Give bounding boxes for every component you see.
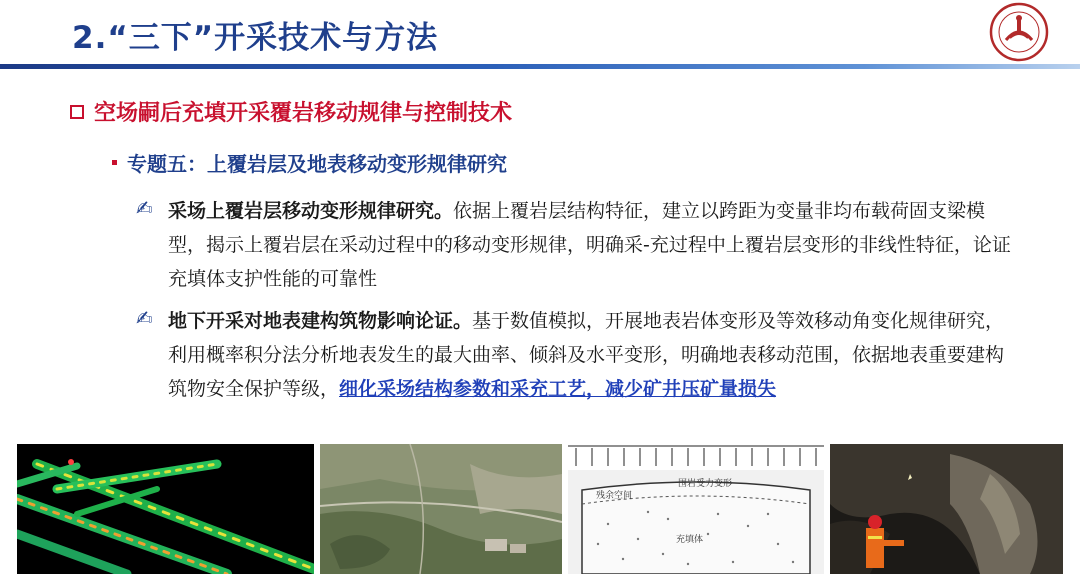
pen-bullet-icon: ✍ (136, 306, 153, 330)
university-logo (984, 2, 1054, 62)
highlight-link[interactable]: 细化采场结构参数和采充工艺，减少矿井压矿量损失 (339, 378, 777, 400)
square-bullet-icon (70, 105, 84, 119)
underground-worker-photo (830, 444, 1063, 574)
backfill-diagram (568, 444, 824, 574)
small-square-bullet-icon (112, 160, 117, 165)
bullet-paragraph-2 (168, 304, 1018, 406)
figure-label-center: 充填体 (676, 535, 704, 545)
slide-title: 2.“三下”开采技术与方法 (72, 20, 439, 56)
image-strip (17, 444, 1063, 574)
figure-label-top: 围岩受力变形 (678, 479, 733, 489)
tunnel-scan-image (17, 444, 314, 574)
topic-heading (112, 148, 507, 177)
slide-header (0, 0, 1080, 72)
bullet-text-1: 依据上覆岩层结构特征，建立以跨距为变量非均布载荷固支梁模型，揭示上覆岩层在采动过程中的移动变形规律，明确采-充过程中上覆岩层变形的非线性特征，论证充填体支护性能的可靠性 (168, 200, 1011, 290)
bullet-paragraph-1 (168, 194, 1018, 296)
figure-label-left: 残余空间 (596, 491, 633, 501)
topic-title: 专题五：上覆岩层及地表移动变形规律研究 (127, 152, 507, 176)
bullet-lead-2: 地下开采对地表建构筑物影响论证。 (168, 310, 473, 332)
section-title: 空场嗣后充填开采覆岩移动规律与控制技术 (94, 101, 513, 126)
pen-bullet-icon: ✍ (136, 196, 153, 220)
header-divider (0, 64, 1080, 69)
satellite-map-image (320, 444, 562, 574)
section-heading (70, 96, 512, 127)
bullet-text-2: 基于数值模拟，开展地表岩体变形及等效移动角变化规律研究，利用概率积分法分析地表发生的最大曲率、倾斜及水平变形，明确地表移动范围，依据地表重要建构筑物安全保护等级， (168, 310, 1005, 400)
bullet-lead-1: 采场上覆岩层移动变形规律研究。 (168, 200, 454, 222)
